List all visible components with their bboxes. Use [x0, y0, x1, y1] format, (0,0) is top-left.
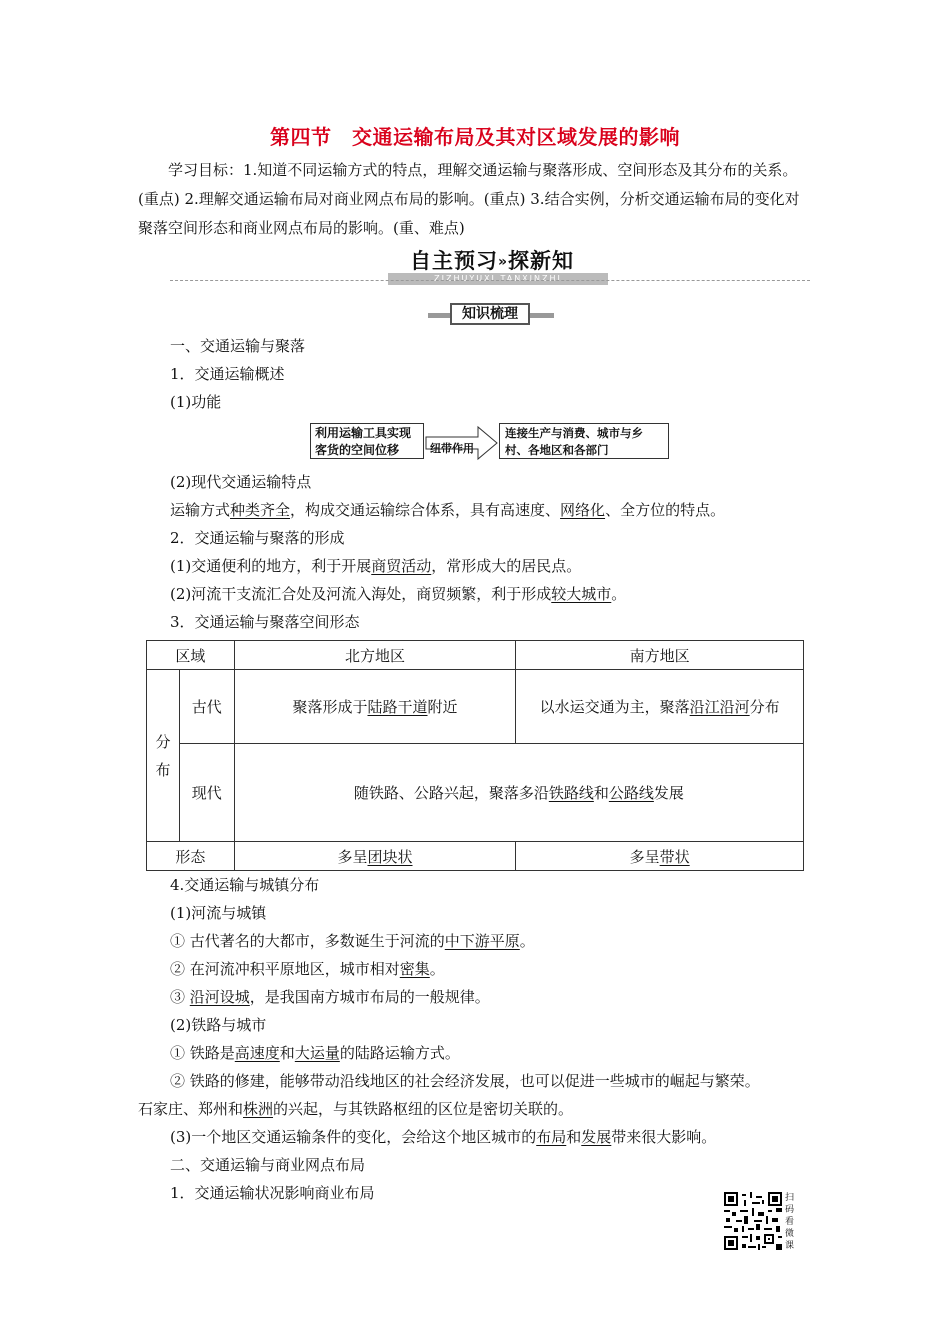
table-header-south: 南方地区	[516, 641, 804, 670]
table-header-north: 北方地区	[234, 641, 516, 670]
banner-title: 自主预习»探新知	[410, 249, 575, 273]
flow-left-box: 利用运输工具实现客货的空间位移	[310, 423, 424, 459]
heading-1-4-1: (1)河流与城镇	[170, 904, 267, 922]
qr-code-icon[interactable]	[724, 1192, 782, 1250]
table-cell-modern: 随铁路、公路兴起，聚落多沿铁路线和公路线发展	[234, 744, 803, 842]
table-row-label-ancient: 古代	[179, 670, 234, 744]
table-row-label-shape: 形态	[147, 842, 235, 871]
flow-arrow-label: 纽带作用	[430, 442, 474, 455]
heading-1-1: 1．交通运输概述	[170, 365, 285, 383]
paragraph-rail-1: ① 铁路是高速度和大运量的陆路运输方式。	[170, 1044, 460, 1062]
heading-1-2: 2．交通运输与聚落的形成	[170, 529, 345, 547]
paragraph-river-2: ② 在河流冲积平原地区，城市相对密集。	[170, 960, 445, 978]
table-row-label-dist: 分布	[147, 670, 180, 842]
heading-1-1-2: (2)现代交通运输特点	[170, 473, 312, 491]
qr-caption: 扫码看微课	[785, 1193, 795, 1251]
paragraph-rail-2-cont: 石家庄、郑州和株洲的兴起，与其铁路枢纽的区位是密切关联的。	[138, 1100, 574, 1118]
table-row-label-modern: 现代	[179, 744, 234, 842]
divider	[170, 280, 810, 281]
table-cell-shape-south: 多呈带状	[516, 842, 804, 871]
paragraph-form-1: (1)交通便利的地方，利于开展商贸活动，常形成大的居民点。	[170, 557, 582, 575]
table-header-region: 区域	[147, 641, 235, 670]
table-cell-ancient-south: 以水运交通为主，聚落沿江沿河分布	[516, 670, 804, 744]
knowledge-tag: 知识梳理	[428, 303, 554, 325]
banner-subtitle: ZIZHUYUXI TANXINZHI	[388, 273, 608, 285]
table-cell-ancient-north: 聚落形成于陆路干道附近	[234, 670, 516, 744]
settlement-table	[146, 640, 804, 871]
heading-1-1-1: (1)功能	[170, 393, 222, 411]
paragraph-3: (3)一个地区交通运输条件的变化，会给这个地区城市的布局和发展带来很大影响。	[170, 1128, 717, 1146]
paragraph-form-2: (2)河流干支流汇合处及河流入海处，商贸频繁，利于形成较大城市。	[170, 585, 627, 603]
paragraph-feature: 运输方式种类齐全，构成交通运输综合体系，具有高速度、网络化、全方位的特点。	[170, 501, 726, 519]
paragraph-rail-2: ② 铁路的修建，能够带动沿线地区的社会经济发展，也可以促进一些城市的崛起与繁荣。	[170, 1072, 760, 1090]
heading-1-4: 4.交通运输与城镇分布	[170, 876, 320, 894]
heading-1: 一、交通运输与聚落	[170, 337, 306, 355]
heading-1-3: 3．交通运输与聚落空间形态	[170, 613, 360, 631]
learning-goals: 学习目标：1.知道不同运输方式的特点，理解交通运输与聚落形成、空间形态及其分布的关系。(重点) 2.理解交通运输布局对商业网点布局的影响。(重点) 3.结合实例，分析交通运输布局的变化对聚落空间形态和商业网点布局的影响。(重、难点)	[138, 161, 800, 237]
section-banner	[388, 245, 608, 283]
paragraph-river-1: ① 古代著名的大都市，多数诞生于河流的中下游平原。	[170, 932, 535, 950]
heading-1-4-2: (2)铁路与城市	[170, 1016, 267, 1034]
heading-2: 二、交通运输与商业网点布局	[170, 1156, 366, 1174]
flow-right-box: 连接生产与消费、城市与乡村、各地区和各部门	[499, 423, 669, 459]
heading-2-1: 1．交通运输状况影响商业布局	[170, 1184, 375, 1202]
page-title: 第四节 交通运输布局及其对区域发展的影响	[270, 125, 680, 149]
paragraph-river-3: ③ 沿河设城，是我国南方城市布局的一般规律。	[170, 988, 490, 1006]
table-cell-shape-north: 多呈团块状	[234, 842, 516, 871]
